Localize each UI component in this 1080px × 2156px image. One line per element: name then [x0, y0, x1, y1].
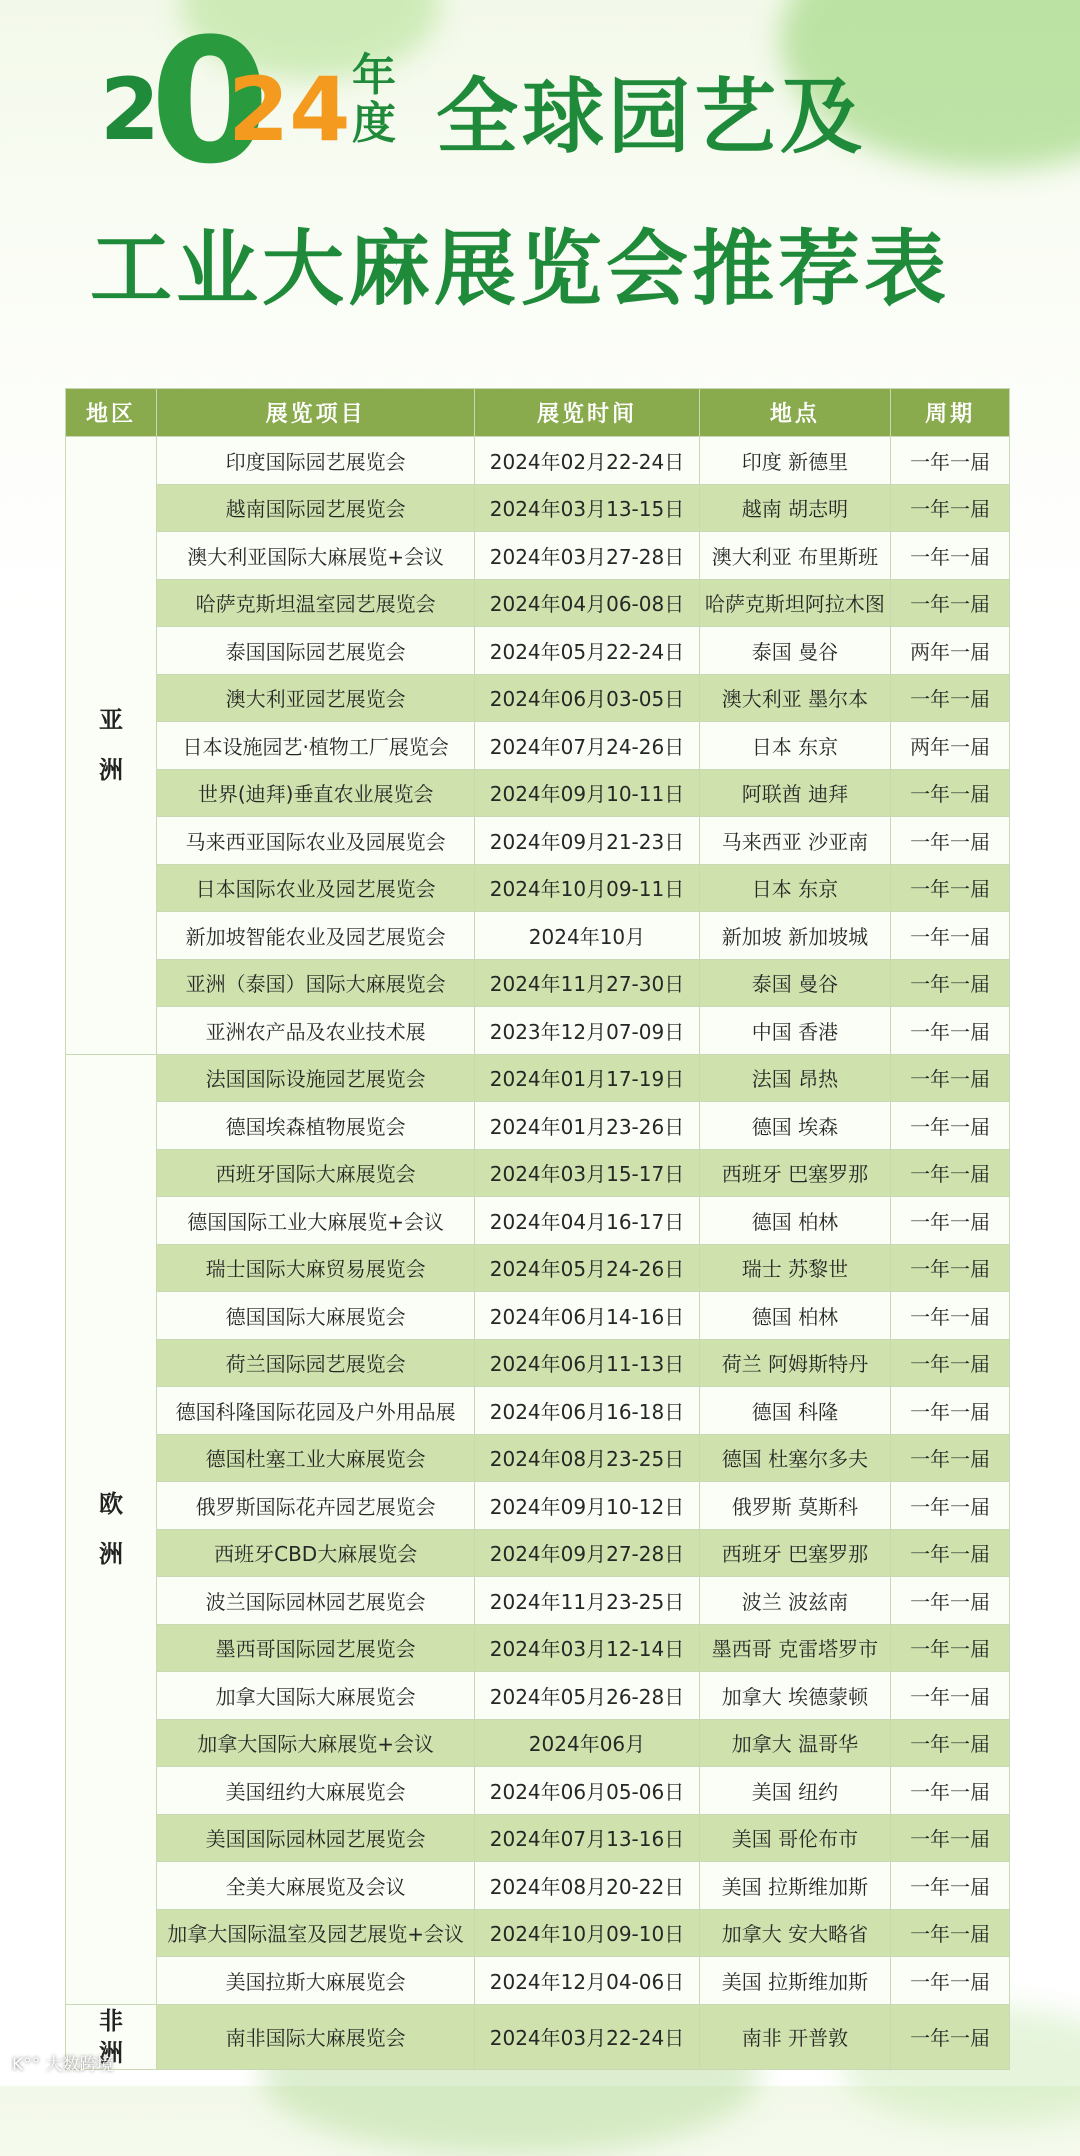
exhibition-cycle-cell: 一年一届	[891, 912, 1010, 960]
exhibition-name-cell: 美国国际园林园艺展览会	[157, 1814, 475, 1862]
exhibition-name-cell: 日本国际农业及园艺展览会	[157, 864, 475, 912]
page-title-line1: 全球园艺及	[436, 70, 867, 165]
exhibition-name-cell: 马来西亚国际农业及园展览会	[157, 817, 475, 865]
exhibition-cycle-cell: 一年一届	[891, 1957, 1010, 2005]
exhibition-date-cell: 2024年06月11-13日	[475, 1339, 699, 1387]
column-header: 展览项目	[157, 389, 475, 437]
table-row	[66, 864, 1010, 912]
exhibition-date-cell: 2024年07月13-16日	[475, 1814, 699, 1862]
exhibition-location-cell: 俄罗斯 莫斯科	[699, 1482, 890, 1530]
exhibition-name-cell: 亚洲农产品及农业技术展	[157, 1007, 475, 1055]
exhibition-name-cell: 德国国际大麻展览会	[157, 1292, 475, 1340]
exhibition-date-cell: 2024年04月06-08日	[475, 579, 699, 627]
table-row	[66, 1102, 1010, 1150]
exhibition-location-cell: 德国 埃森	[699, 1102, 890, 1150]
table-row	[66, 1767, 1010, 1815]
table-row	[66, 1862, 1010, 1910]
nian-du-label: 年度	[352, 50, 396, 149]
exhibition-date-cell: 2024年01月23-26日	[475, 1102, 699, 1150]
exhibition-location-cell: 德国 柏林	[699, 1292, 890, 1340]
exhibition-name-cell: 瑞士国际大麻贸易展览会	[157, 1244, 475, 1292]
exhibition-cycle-cell: 一年一届	[891, 1007, 1010, 1055]
exhibition-name-cell: 日本设施园艺·植物工厂展览会	[157, 722, 475, 770]
exhibition-name-cell: 全美大麻展览及会议	[157, 1862, 475, 1910]
exhibition-location-cell: 加拿大 安大略省	[699, 1909, 890, 1957]
table-row	[66, 1387, 1010, 1435]
table-row	[66, 2004, 1010, 2069]
exhibition-cycle-cell: 一年一届	[891, 864, 1010, 912]
table-header-row	[66, 389, 1010, 437]
year-digit: 2	[100, 60, 160, 160]
exhibition-cycle-cell: 一年一届	[891, 1197, 1010, 1245]
table-row	[66, 1957, 1010, 2005]
column-header: 展览时间	[475, 389, 699, 437]
table-row	[66, 1244, 1010, 1292]
exhibition-name-cell: 加拿大国际大麻展览会	[157, 1672, 475, 1720]
exhibition-name-cell: 荷兰国际园艺展览会	[157, 1339, 475, 1387]
table-row	[66, 1197, 1010, 1245]
exhibition-location-cell: 德国 柏林	[699, 1197, 890, 1245]
exhibition-cycle-cell: 一年一届	[891, 1054, 1010, 1102]
exhibition-cycle-cell: 两年一届	[891, 722, 1010, 770]
region-cell	[66, 437, 157, 1055]
exhibition-date-cell: 2024年06月	[475, 1719, 699, 1767]
exhibition-name-cell: 美国拉斯大麻展览会	[157, 1957, 475, 2005]
exhibition-location-cell: 墨西哥 克雷塔罗市	[699, 1624, 890, 1672]
exhibition-location-cell: 美国 拉斯维加斯	[699, 1862, 890, 1910]
exhibition-location-cell: 日本 东京	[699, 722, 890, 770]
exhibition-name-cell: 德国埃森植物展览会	[157, 1102, 475, 1150]
exhibition-location-cell: 新加坡 新加坡城	[699, 912, 890, 960]
exhibition-date-cell: 2024年03月15-17日	[475, 1149, 699, 1197]
year-digit: 24	[228, 58, 351, 161]
exhibition-date-cell: 2024年11月27-30日	[475, 959, 699, 1007]
exhibition-date-cell: 2024年06月05-06日	[475, 1767, 699, 1815]
exhibition-name-cell: 澳大利亚国际大麻展览+会议	[157, 532, 475, 580]
exhibition-name-cell: 加拿大国际温室及园艺展览+会议	[157, 1909, 475, 1957]
exhibition-name-cell: 西班牙国际大麻展览会	[157, 1149, 475, 1197]
exhibition-date-cell: 2024年10月09-11日	[475, 864, 699, 912]
table-row	[66, 1007, 1010, 1055]
exhibition-name-cell: 加拿大国际大麻展览+会议	[157, 1719, 475, 1767]
column-header: 周期	[891, 389, 1010, 437]
region-label: 非洲	[99, 2006, 124, 2067]
region-label: 欧洲	[99, 1490, 124, 1568]
exhibition-location-cell: 澳大利亚 布里斯班	[699, 532, 890, 580]
exhibition-name-cell: 越南国际园艺展览会	[157, 484, 475, 532]
exhibition-cycle-cell: 一年一届	[891, 1719, 1010, 1767]
exhibition-location-cell: 中国 香港	[699, 1007, 890, 1055]
exhibition-location-cell: 波兰 波兹南	[699, 1577, 890, 1625]
table-row	[66, 627, 1010, 675]
exhibition-date-cell: 2024年07月24-26日	[475, 722, 699, 770]
exhibition-location-cell: 阿联酋 迪拜	[699, 769, 890, 817]
exhibition-cycle-cell: 一年一届	[891, 1292, 1010, 1340]
exhibition-name-cell: 德国科隆国际花园及户外用品展	[157, 1387, 475, 1435]
exhibition-cycle-cell: 一年一届	[891, 1529, 1010, 1577]
table-row	[66, 1339, 1010, 1387]
exhibition-location-cell: 南非 开普敦	[699, 2004, 890, 2069]
exhibition-location-cell: 印度 新德里	[699, 437, 890, 485]
exhibition-cycle-cell: 一年一届	[891, 1624, 1010, 1672]
exhibition-location-cell: 瑞士 苏黎世	[699, 1244, 890, 1292]
table-row	[66, 437, 1010, 485]
exhibition-cycle-cell: 一年一届	[891, 1909, 1010, 1957]
table-row	[66, 484, 1010, 532]
exhibition-location-cell: 美国 哥伦布市	[699, 1814, 890, 1862]
table-row	[66, 817, 1010, 865]
exhibition-cycle-cell: 一年一届	[891, 437, 1010, 485]
exhibition-location-cell: 日本 东京	[699, 864, 890, 912]
exhibition-name-cell: 美国纽约大麻展览会	[157, 1767, 475, 1815]
table-row	[66, 532, 1010, 580]
exhibition-cycle-cell: 一年一届	[891, 1814, 1010, 1862]
table-row	[66, 1529, 1010, 1577]
exhibition-date-cell: 2024年09月10-12日	[475, 1482, 699, 1530]
table-row	[66, 769, 1010, 817]
exhibition-date-cell: 2024年09月10-11日	[475, 769, 699, 817]
exhibition-location-cell: 荷兰 阿姆斯特丹	[699, 1339, 890, 1387]
exhibition-location-cell: 德国 杜塞尔多夫	[699, 1434, 890, 1482]
exhibition-date-cell: 2024年12月04-06日	[475, 1957, 699, 2005]
exhibition-date-cell: 2024年08月20-22日	[475, 1862, 699, 1910]
exhibition-location-cell: 西班牙 巴塞罗那	[699, 1529, 890, 1577]
exhibition-date-cell: 2024年05月24-26日	[475, 1244, 699, 1292]
table-row	[66, 1577, 1010, 1625]
exhibition-cycle-cell: 一年一届	[891, 1244, 1010, 1292]
exhibition-name-cell: 南非国际大麻展览会	[157, 2004, 475, 2069]
exhibition-location-cell: 美国 纽约	[699, 1767, 890, 1815]
exhibition-cycle-cell: 一年一届	[891, 769, 1010, 817]
exhibition-date-cell: 2024年05月26-28日	[475, 1672, 699, 1720]
table-row	[66, 1434, 1010, 1482]
exhibition-date-cell: 2024年03月22-24日	[475, 2004, 699, 2069]
exhibition-date-cell: 2024年06月03-05日	[475, 674, 699, 722]
table-row	[66, 959, 1010, 1007]
table-row	[66, 1719, 1010, 1767]
column-header: 地区	[66, 389, 157, 437]
exhibition-cycle-cell: 一年一届	[891, 2004, 1010, 2069]
exhibition-location-cell: 泰国 曼谷	[699, 959, 890, 1007]
exhibition-name-cell: 德国国际工业大麻展览+会议	[157, 1197, 475, 1245]
table-row	[66, 1292, 1010, 1340]
exhibition-location-cell: 加拿大 温哥华	[699, 1719, 890, 1767]
exhibition-location-cell: 加拿大 埃德蒙顿	[699, 1672, 890, 1720]
table-row	[66, 1482, 1010, 1530]
table-row	[66, 579, 1010, 627]
exhibition-name-cell: 新加坡智能农业及园艺展览会	[157, 912, 475, 960]
exhibition-cycle-cell: 一年一届	[891, 674, 1010, 722]
exhibition-date-cell: 2024年05月22-24日	[475, 627, 699, 675]
exhibition-date-cell: 2024年09月27-28日	[475, 1529, 699, 1577]
exhibition-name-cell: 俄罗斯国际花卉园艺展览会	[157, 1482, 475, 1530]
exhibition-date-cell: 2023年12月07-09日	[475, 1007, 699, 1055]
exhibition-cycle-cell: 一年一届	[891, 1149, 1010, 1197]
exhibition-date-cell: 2024年03月13-15日	[475, 484, 699, 532]
exhibition-name-cell: 世界(迪拜)垂直农业展览会	[157, 769, 475, 817]
exhibition-date-cell: 2024年09月21-23日	[475, 817, 699, 865]
exhibition-date-cell: 2024年02月22-24日	[475, 437, 699, 485]
exhibition-cycle-cell: 一年一届	[891, 817, 1010, 865]
table-row	[66, 1814, 1010, 1862]
exhibition-name-cell: 泰国国际园艺展览会	[157, 627, 475, 675]
table-row	[66, 1672, 1010, 1720]
exhibition-date-cell: 2024年06月14-16日	[475, 1292, 699, 1340]
exhibition-name-cell: 澳大利亚园艺展览会	[157, 674, 475, 722]
exhibition-name-cell: 亚洲（泰国）国际大麻展览会	[157, 959, 475, 1007]
exhibition-location-cell: 马来西亚 沙亚南	[699, 817, 890, 865]
exhibition-name-cell: 波兰国际园林园艺展览会	[157, 1577, 475, 1625]
exhibition-name-cell: 德国杜塞工业大麻展览会	[157, 1434, 475, 1482]
exhibition-table	[65, 388, 1010, 2070]
exhibition-name-cell: 哈萨克斯坦温室园艺展览会	[157, 579, 475, 627]
table-body	[66, 437, 1010, 2070]
table-row	[66, 1624, 1010, 1672]
exhibition-cycle-cell: 一年一届	[891, 579, 1010, 627]
exhibition-cycle-cell: 一年一届	[891, 1767, 1010, 1815]
exhibition-cycle-cell: 一年一届	[891, 1434, 1010, 1482]
exhibition-location-cell: 德国 科隆	[699, 1387, 890, 1435]
table-row	[66, 1909, 1010, 1957]
table-row	[66, 722, 1010, 770]
exhibition-date-cell: 2024年03月12-14日	[475, 1624, 699, 1672]
exhibition-cycle-cell: 一年一届	[891, 1482, 1010, 1530]
region-cell	[66, 1054, 157, 2004]
exhibition-name-cell: 西班牙CBD大麻展览会	[157, 1529, 475, 1577]
exhibition-cycle-cell: 一年一届	[891, 1387, 1010, 1435]
year-digit: 0	[150, 1, 262, 202]
table-row	[66, 1054, 1010, 1102]
exhibition-cycle-cell: 一年一届	[891, 1102, 1010, 1150]
exhibition-name-cell: 墨西哥国际园艺展览会	[157, 1624, 475, 1672]
exhibition-name-cell: 印度国际园艺展览会	[157, 437, 475, 485]
exhibition-date-cell: 2024年10月	[475, 912, 699, 960]
exhibition-cycle-cell: 一年一届	[891, 532, 1010, 580]
exhibition-cycle-cell: 一年一届	[891, 1339, 1010, 1387]
table-row	[66, 1149, 1010, 1197]
exhibition-date-cell: 2024年01月17-19日	[475, 1054, 699, 1102]
exhibition-cycle-cell: 一年一届	[891, 1862, 1010, 1910]
table-row	[66, 912, 1010, 960]
region-label: 亚洲	[99, 706, 124, 785]
exhibition-location-cell: 越南 胡志明	[699, 484, 890, 532]
page-header	[0, 0, 1080, 340]
exhibition-date-cell: 2024年03月27-28日	[475, 532, 699, 580]
page-title-line2: 工业大麻展览会推荐表	[90, 222, 951, 317]
watermark: K°° 大数跨境	[12, 2055, 114, 2075]
exhibition-date-cell: 2024年10月09-10日	[475, 1909, 699, 1957]
exhibition-location-cell: 哈萨克斯坦阿拉木图	[699, 579, 890, 627]
exhibition-cycle-cell: 两年一届	[891, 627, 1010, 675]
exhibition-location-cell: 法国 昂热	[699, 1054, 890, 1102]
exhibition-date-cell: 2024年08月23-25日	[475, 1434, 699, 1482]
exhibition-location-cell: 美国 拉斯维加斯	[699, 1957, 890, 2005]
exhibition-date-cell: 2024年06月16-18日	[475, 1387, 699, 1435]
exhibition-cycle-cell: 一年一届	[891, 484, 1010, 532]
exhibition-location-cell: 西班牙 巴塞罗那	[699, 1149, 890, 1197]
exhibition-date-cell: 2024年04月16-17日	[475, 1197, 699, 1245]
exhibition-cycle-cell: 一年一届	[891, 1577, 1010, 1625]
exhibition-location-cell: 澳大利亚 墨尔本	[699, 674, 890, 722]
exhibition-name-cell: 法国国际设施园艺展览会	[157, 1054, 475, 1102]
exhibition-date-cell: 2024年11月23-25日	[475, 1577, 699, 1625]
column-header: 地点	[699, 389, 890, 437]
exhibition-cycle-cell: 一年一届	[891, 959, 1010, 1007]
table-row	[66, 674, 1010, 722]
exhibition-cycle-cell: 一年一届	[891, 1672, 1010, 1720]
exhibition-location-cell: 泰国 曼谷	[699, 627, 890, 675]
